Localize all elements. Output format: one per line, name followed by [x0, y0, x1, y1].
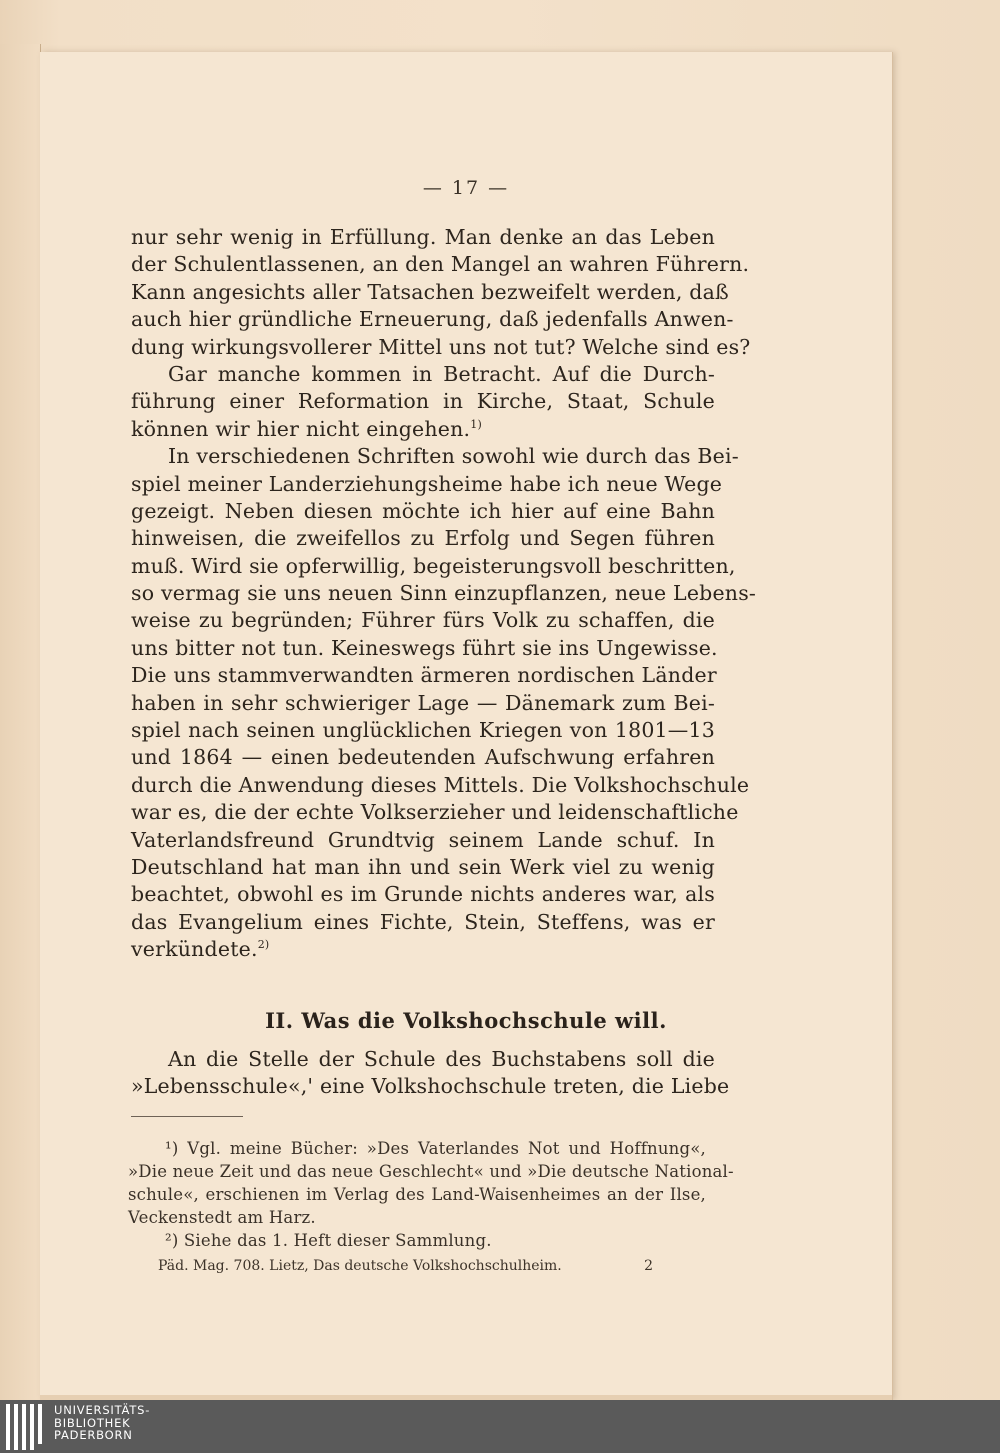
text-line: der Schulentlassenen, an den Mangel an wahren Führern.: [131, 252, 750, 277]
footnote-line: schule«, erschienen im Verlag des Land-Waisenheimes an der Ilse,: [128, 1185, 706, 1204]
facing-page-edge: [0, 44, 41, 1400]
text-line: hinweisen, die zweifellos zu Erfolg und Segen führen: [131, 526, 715, 551]
text-line: Die uns stammverwandten ärmeren nordischen Länder: [131, 663, 717, 688]
text-line: so vermag sie uns neuen Sinn einzupflanzen, neue Lebens-: [131, 581, 757, 606]
footnote-line: ²) Siehe das 1. Heft dieser Sammlung.: [165, 1231, 492, 1250]
library-label-line: BIBLIOTHEK: [54, 1415, 131, 1430]
text-line: gezeigt. Neben diesen möchte ich hier auf eine Bahn: [131, 498, 715, 523]
library-banner: [0, 1400, 1000, 1453]
footnote-marker: 2): [257, 938, 270, 952]
text-line: das Evangelium eines Fichte, Stein, Steffens, was er: [131, 909, 715, 934]
footnote-marker: 1): [470, 417, 482, 431]
signature-text: Päd. Mag. 708. Lietz, Das deutsche Volkshochschulheim.: [158, 1258, 562, 1274]
text-line: Kann angesichts aller Tatsachen bezweifelt werden, daß: [131, 279, 729, 304]
signature-line: [158, 1258, 653, 1274]
text-line-content: verkündete.: [131, 937, 258, 962]
text-line: spiel meiner Landerziehungsheime habe ich neue Wege: [131, 471, 723, 496]
library-label-line: UNIVERSITÄTS-: [54, 1403, 151, 1417]
text-line: In verschiedenen Schriften sowohl wie durch das Bei-: [168, 444, 739, 469]
text-line: uns bitter not tun. Keineswegs führt sie ins Ungewisse.: [131, 635, 718, 660]
page-number: — 17 —: [422, 177, 510, 199]
footnote-rule: [131, 1116, 243, 1117]
text-line: nur sehr wenig in Erfüllung. Man denke an das Leben: [131, 225, 715, 249]
text-line: war es, die der echte Volkserzieher und leidenschaftliche: [131, 800, 739, 825]
footnote-line: »Die neue Zeit und das neue Geschlecht« und »Die deutsche National-: [128, 1162, 734, 1181]
book-page: [40, 52, 892, 1400]
footnote-line: ¹) Vgl. meine Bücher: »Des Vaterlandes Not und Hoffnung«,: [165, 1139, 706, 1158]
text-line: führung einer Reformation in Kirche, Staat, Schule: [131, 389, 715, 414]
body-text: [131, 224, 757, 964]
text-line: spiel nach seinen unglücklichen Kriegen von 1801—13: [131, 718, 715, 743]
section-heading: II. Was die Volkshochschule will.: [265, 1008, 667, 1033]
text-line: [131, 416, 715, 443]
text-line: Gar manche kommen in Betracht. Auf die Durch-: [168, 361, 715, 386]
section-text: [131, 1046, 730, 1101]
text-line: weise zu begründen; Führer fürs Volk zu schaffen, die: [131, 608, 715, 633]
text-line: »Lebensschule«,' eine Volkshochschule treten, die Liebe: [131, 1074, 730, 1099]
footnote-line: Veckenstedt am Harz.: [128, 1208, 316, 1227]
text-line: Deutschland hat man ihn und sein Werk viel zu wenig: [131, 854, 715, 879]
text-line: und 1864 — einen bedeutenden Aufschwung erfahren: [131, 745, 715, 770]
text-line: beachtet, obwohl es im Grunde nichts anderes war, als: [131, 882, 715, 907]
library-label-line: PADERBORN: [54, 1428, 133, 1442]
text-line: [131, 936, 715, 963]
text-line: auch hier gründliche Erneuerung, daß jedenfalls Anwen-: [131, 307, 734, 332]
library-logo-icon: [6, 1404, 42, 1450]
text-line: Vaterlandsfreund Grundtvig seinem Lande schuf. In: [131, 827, 715, 852]
text-line: An die Stelle der Schule des Buchstabens soll die: [168, 1047, 715, 1071]
signature-number: 2: [644, 1258, 653, 1274]
text-line-content: können wir hier nicht eingehen.: [131, 416, 471, 441]
text-line: durch die Anwendung dieses Mittels. Die Volkshochschule: [131, 772, 750, 797]
library-label: [54, 1404, 150, 1442]
text-line: haben in sehr schwieriger Lage — Dänemark zum Bei-: [131, 690, 715, 715]
text-line: muß. Wird sie opferwillig, begeisterungsvoll beschritten,: [131, 553, 736, 578]
text-line: dung wirkungsvollerer Mittel uns not tut? Welche sind es?: [131, 334, 751, 359]
footnotes: [128, 1137, 734, 1252]
